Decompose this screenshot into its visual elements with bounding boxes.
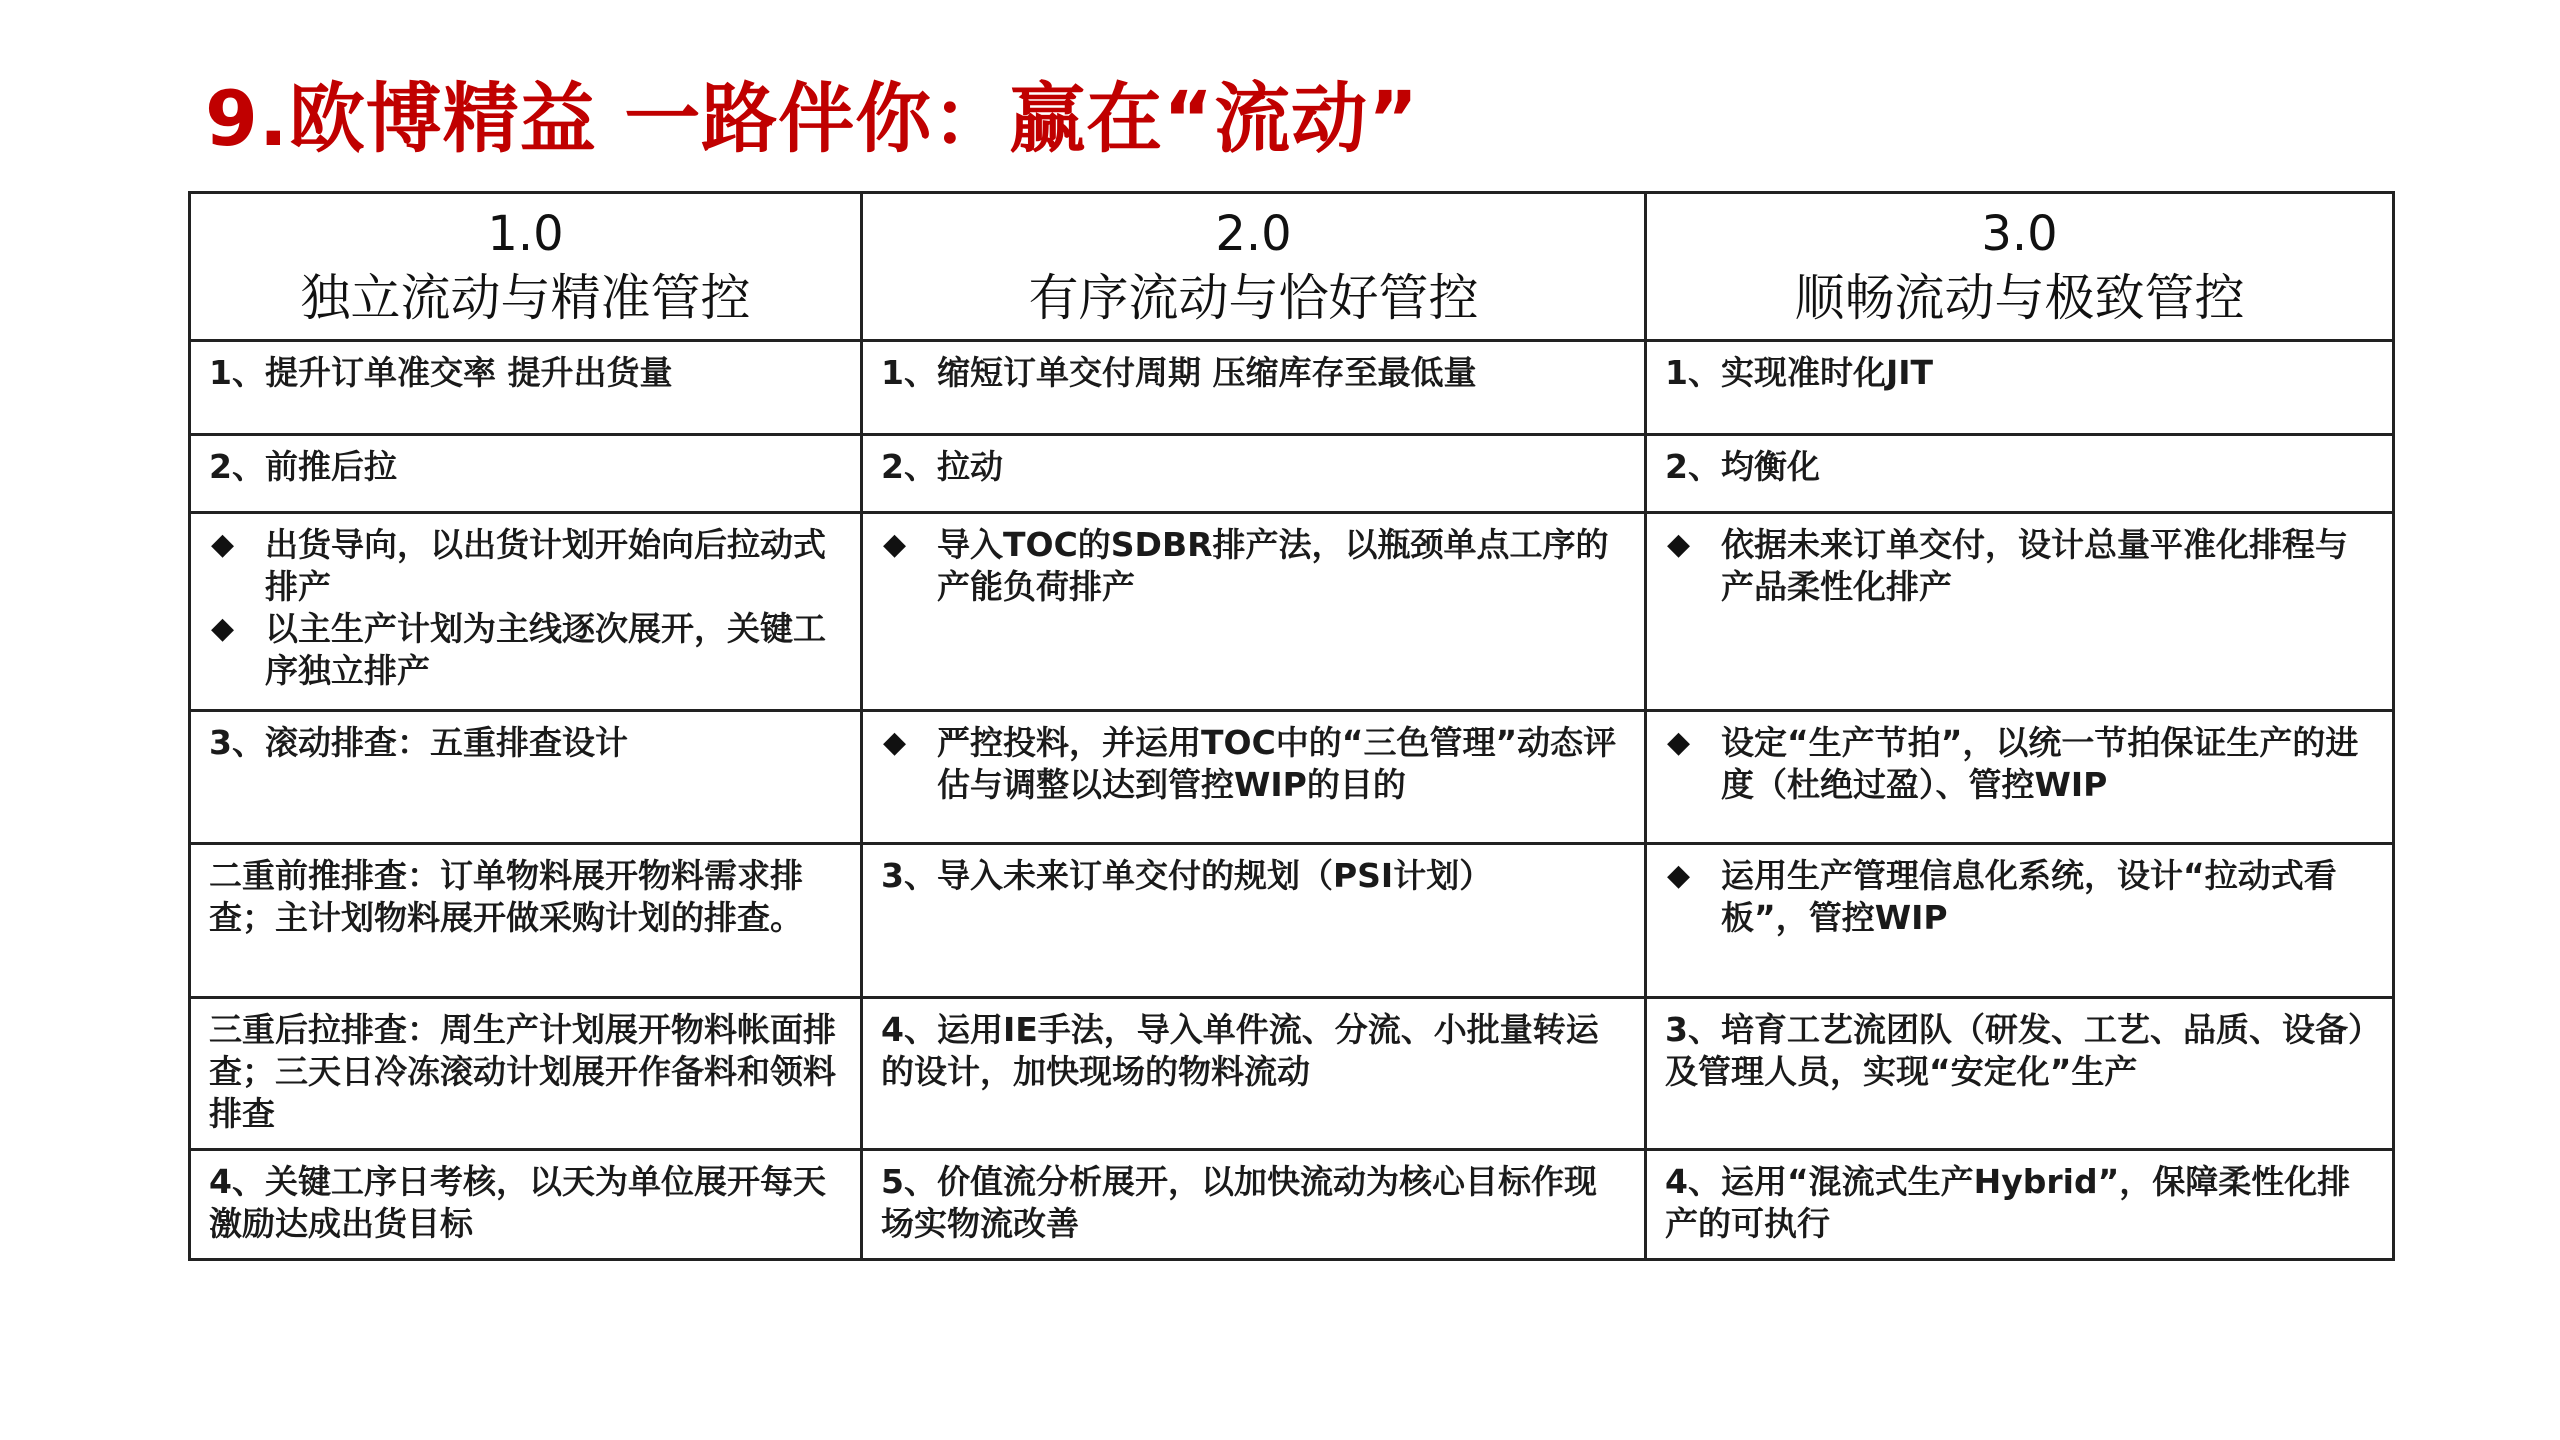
stage-version: 3.0: [1981, 205, 2058, 262]
table-cell: 2、均衡化: [1646, 435, 2394, 513]
table-cell: 3、导入未来订单交付的规划（PSI计划）: [862, 844, 1646, 998]
stage-version: 1.0: [487, 205, 564, 262]
stage-comparison-table: [188, 191, 2395, 1261]
stage-name: 顺畅流动与极致管控: [1794, 268, 2245, 327]
table-cell: [862, 711, 1646, 844]
table-row: [190, 341, 2394, 435]
table-cell: 2、前推后拉: [190, 435, 862, 513]
table-row: [190, 998, 2394, 1150]
table-cell: [862, 513, 1646, 711]
table-cell: 1、缩短订单交付周期 压缩库存至最低量: [862, 341, 1646, 435]
bullet-item: ◆ 以主生产计划为主线逐次展开，关键工序独立排产: [209, 608, 844, 692]
table-cell: 5、价值流分析展开，以加快流动为核心目标作现场实物流改善: [862, 1150, 1646, 1260]
bullet-item: ◆ 严控投料，并运用TOC中的“三色管理”动态评估与调整以达到管控WIP的目的: [881, 722, 1628, 806]
table-cell: [1646, 711, 2394, 844]
table-cell: [1646, 844, 2394, 998]
table-cell: 4、运用“混流式生产Hybrid”，保障柔性化排产的可执行: [1646, 1150, 2394, 1260]
table-cell: 二重前推排查：订单物料展开物料需求排查；主计划物料展开做采购计划的排查。: [190, 844, 862, 998]
table-row: [190, 711, 2394, 844]
bullet-item: ◆ 出货导向，以出货计划开始向后拉动式排产: [209, 524, 844, 608]
stage-header-2: [862, 193, 1646, 341]
table-cell: [190, 513, 862, 711]
stage-header-3: [1646, 193, 2394, 341]
stage-header-1: [190, 193, 862, 341]
bullet-item: ◆ 设定“生产节拍”，以统一节拍保证生产的进度（杜绝过盈）、管控WIP: [1665, 722, 2376, 806]
table-cell: 3、培育工艺流团队（研发、工艺、品质、设备）及管理人员，实现“安定化”生产: [1646, 998, 2394, 1150]
table-row: [190, 844, 2394, 998]
table-header-row: [190, 193, 2394, 341]
table-cell: 三重后拉排查：周生产计划展开物料帐面排查；三天日冷冻滚动计划展开作备料和领料排查: [190, 998, 862, 1150]
table-cell: 4、运用IE手法，导入单件流、分流、小批量转运的设计，加快现场的物料流动: [862, 998, 1646, 1150]
table-row: [190, 435, 2394, 513]
table-cell: 3、滚动排查：五重排查设计: [190, 711, 862, 844]
table-cell: 4、关键工序日考核，以天为单位展开每天激励达成出货目标: [190, 1150, 862, 1260]
bullet-item: ◆ 运用生产管理信息化系统，设计“拉动式看板”，管控WIP: [1665, 855, 2376, 939]
table-cell: 1、实现准时化JIT: [1646, 341, 2394, 435]
bullet-item: ◆ 依据未来订单交付，设计总量平准化排程与产品柔性化排产: [1665, 524, 2376, 608]
stage-version: 2.0: [1215, 205, 1292, 262]
table-cell: 1、提升订单准交率 提升出货量: [190, 341, 862, 435]
slide-title: 9.欧博精益 一路伴你：赢在“流动”: [205, 74, 1420, 163]
stage-name: 独立流动与精准管控: [300, 268, 751, 327]
table-row: [190, 513, 2394, 711]
table-cell: 2、拉动: [862, 435, 1646, 513]
table-cell: [1646, 513, 2394, 711]
table-row: [190, 1150, 2394, 1260]
bullet-item: ◆ 导入TOC的SDBR排产法，以瓶颈单点工序的产能负荷排产: [881, 524, 1628, 608]
stage-name: 有序流动与恰好管控: [1028, 268, 1479, 327]
